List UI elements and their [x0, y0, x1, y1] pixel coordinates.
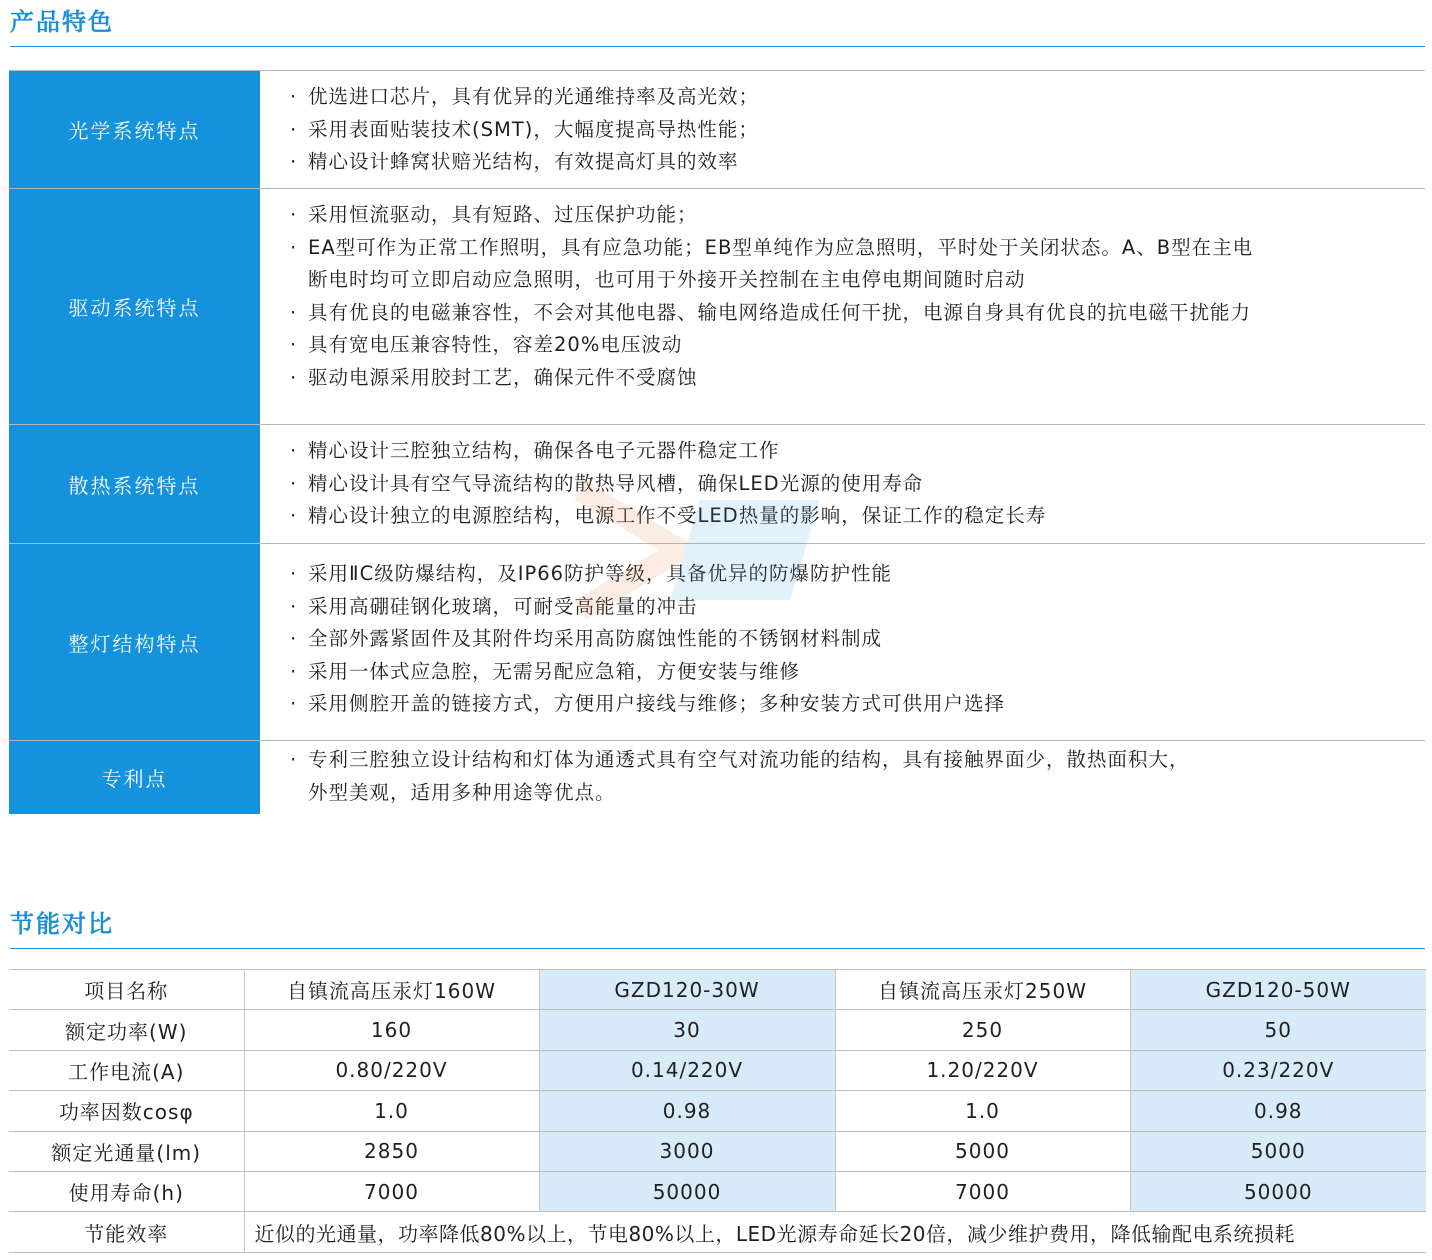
- feature-line: · 采用ⅡC级防爆结构，及IP66防护等级，具备优异的防爆防护性能: [288, 558, 1425, 591]
- column-header: 自镇流高压汞灯160W: [244, 970, 539, 1010]
- feature-line: · 精心设计独立的电源腔结构，电源工作不受LED热量的影响，保证工作的稳定长寿: [288, 500, 1425, 533]
- features-title: 产品特色: [10, 8, 114, 36]
- table-cell: 7000: [244, 1171, 539, 1211]
- row-header: 额定功率(W): [9, 1010, 244, 1050]
- bullet-icon: ·: [290, 504, 298, 528]
- table-cell: 250: [835, 1010, 1130, 1050]
- feature-row-driver: [9, 189, 1425, 425]
- energy-compare-table: [9, 969, 1426, 1253]
- table-cell: 50000: [1130, 1171, 1426, 1211]
- bullet-icon: ·: [290, 300, 298, 324]
- energy-title-rule: [10, 948, 1425, 949]
- table-cell: 1.20/220V: [835, 1050, 1130, 1090]
- feature-label: 专利点: [9, 741, 260, 814]
- row-header: 节能效率: [9, 1212, 244, 1252]
- feature-label: 光学系统特点: [9, 71, 260, 188]
- feature-line: · 精心设计蜂窝状赔光结构，有效提高灯具的效率: [288, 146, 1425, 179]
- table-cell: 0.98: [1130, 1091, 1426, 1131]
- feature-row-optical: [9, 71, 1425, 189]
- row-header: 工作电流(A): [9, 1050, 244, 1090]
- feature-body: [260, 189, 1425, 424]
- row-header: 功率因数cosφ: [9, 1091, 244, 1131]
- bullet-icon: ·: [290, 748, 298, 771]
- feature-line: · 驱动电源采用胶封工艺，确保元件不受腐蚀: [288, 362, 1425, 395]
- column-header: GZD120-50W: [1130, 970, 1426, 1010]
- feature-label: 整灯结构特点: [9, 544, 260, 740]
- bullet-icon: ·: [290, 235, 298, 259]
- table-cell: 0.14/220V: [539, 1050, 835, 1090]
- feature-line: · 专利三腔独立设计结构和灯体为通透式具有空气对流功能的结构，具有接触界面少，散热面积大，: [288, 744, 1425, 777]
- feature-line: · EA型可作为正常工作照明，具有应急功能；EB型单纯作为应急照明，平时处于关闭状态。A、B型在主电: [288, 232, 1425, 265]
- table-cell: 160: [244, 1010, 539, 1050]
- feature-line: · 精心设计三腔独立结构，确保各电子元器件稳定工作: [288, 435, 1425, 468]
- table-cell: 3000: [539, 1131, 835, 1171]
- table-cell: 1.0: [244, 1091, 539, 1131]
- bullet-icon: ·: [290, 117, 298, 141]
- table-cell: 2850: [244, 1131, 539, 1171]
- table-cell: 0.98: [539, 1091, 835, 1131]
- feature-label: 散热系统特点: [9, 425, 260, 543]
- bullet-icon: ·: [290, 659, 298, 683]
- table-row: [9, 1171, 1426, 1211]
- feature-label: 驱动系统特点: [9, 189, 260, 424]
- feature-line: 外型美观，适用多种用途等优点。: [308, 780, 616, 804]
- brand-watermark-icon: [560, 480, 860, 620]
- table-cell: 50: [1130, 1010, 1426, 1050]
- feature-line: 断电时均可立即启动应急照明，也可用于外接开关控制在主电停电期间随时启动: [308, 268, 1026, 292]
- feature-line: · 采用侧腔开盖的链接方式，方便用户接线与维修；多种安装方式可供用户选择: [288, 688, 1425, 721]
- table-cell: 5000: [1130, 1131, 1426, 1171]
- table-header-row: [9, 970, 1426, 1010]
- feature-row-patent: [9, 741, 1425, 814]
- bullet-icon: ·: [290, 627, 298, 651]
- column-header: GZD120-30W: [539, 970, 835, 1010]
- feature-body: [260, 71, 1425, 188]
- bullet-icon: ·: [290, 562, 298, 585]
- table-cell: 1.0: [835, 1091, 1130, 1131]
- efficiency-text: 近似的光通量，功率降低80%以上，节电80%以上，LED光源寿命延长20倍，减少维护费用，降低输配电系统损耗: [244, 1212, 1426, 1252]
- feature-line: · 优选进口芯片，具有优异的光通维持率及高光效；: [288, 81, 1425, 114]
- bullet-icon: ·: [290, 692, 298, 716]
- table-cell: 50000: [539, 1171, 835, 1211]
- column-header: 自镇流高压汞灯250W: [835, 970, 1130, 1010]
- row-header: 使用寿命(h): [9, 1171, 244, 1211]
- feature-line: · 精心设计具有空气导流结构的散热导风槽，确保LED光源的使用寿命: [288, 468, 1425, 501]
- bullet-icon: ·: [290, 333, 298, 357]
- feature-line: · 具有优良的电磁兼容性，不会对其他电器、输电网络造成任何干扰，电源自身具有优良的抗电磁干扰能力: [288, 297, 1425, 330]
- bullet-icon: ·: [290, 471, 298, 495]
- feature-line: · 全部外露紧固件及其附件均采用高防腐蚀性能的不锈钢材料制成: [288, 623, 1425, 656]
- bullet-icon: ·: [290, 85, 298, 108]
- table-cell: 7000: [835, 1171, 1130, 1211]
- table-row-efficiency: [9, 1212, 1426, 1252]
- features-table: [9, 70, 1425, 814]
- features-title-rule: [10, 46, 1425, 47]
- row-header: 额定光通量(lm): [9, 1131, 244, 1171]
- table-cell: 5000: [835, 1131, 1130, 1171]
- feature-line: · 具有宽电压兼容特性，容差20%电压波动: [288, 329, 1425, 362]
- bullet-icon: ·: [290, 150, 298, 174]
- table-cell: 30: [539, 1010, 835, 1050]
- bullet-icon: ·: [290, 203, 298, 226]
- table-row: [9, 1010, 1426, 1050]
- table-row: [9, 1131, 1426, 1171]
- bullet-icon: ·: [290, 365, 298, 389]
- table-cell: 0.23/220V: [1130, 1050, 1426, 1090]
- bullet-icon: ·: [290, 439, 298, 462]
- energy-title: 节能对比: [10, 910, 114, 938]
- table-row: [9, 1050, 1426, 1090]
- table-cell: 0.80/220V: [244, 1050, 539, 1090]
- feature-line: · 采用恒流驱动，具有短路、过压保护功能；: [288, 199, 1425, 232]
- bullet-icon: ·: [290, 594, 298, 618]
- feature-body: [260, 741, 1425, 814]
- table-row: [9, 1091, 1426, 1131]
- feature-line: · 采用一体式应急腔，无需另配应急箱，方便安装与维修: [288, 656, 1425, 689]
- column-header: 项目名称: [9, 970, 244, 1010]
- feature-line: · 采用表面贴装技术(SMT)，大幅度提高导热性能；: [288, 114, 1425, 147]
- feature-line: · 采用高硼硅钢化玻璃，可耐受高能量的冲击: [288, 591, 1425, 624]
